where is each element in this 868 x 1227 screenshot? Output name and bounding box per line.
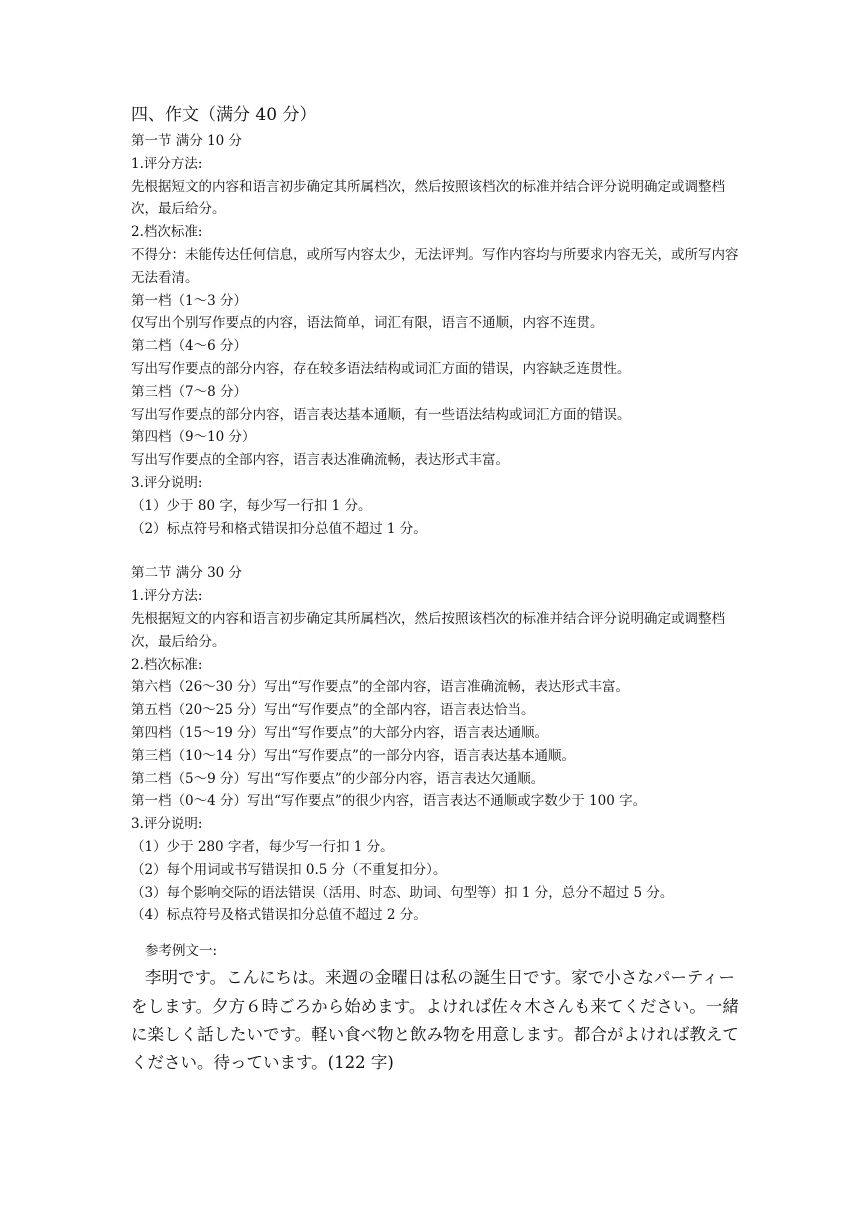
section-2-note: （1）少于 280 字者，每少写一行扣 1 分。 — [131, 838, 394, 855]
section-1-note: （1）少于 80 字，每少写一行扣 1 分。 — [131, 497, 372, 514]
section-2-note: （2）每个用词或书写错误扣 0.5 分（不重复扣分）。 — [131, 861, 447, 878]
section-2 — [131, 562, 743, 927]
section-2-level: 第六档（26～30 分）写出“写作要点”的全部内容，语言准确流畅，表达形式丰富。 — [131, 679, 629, 696]
document-content — [131, 104, 743, 1078]
section-1-level-desc: 写出写作要点的全部内容，语言表达准确流畅，表达形式丰富。 — [131, 452, 509, 469]
section-2-note: （4）标点符号及格式错误扣分总值不超过 2 分。 — [131, 907, 427, 924]
section-1-standard-label: 2.档次标准: — [131, 224, 203, 241]
section-2-level: 第五档（20～25 分）写出“写作要点”的全部内容，语言表达恰当。 — [131, 702, 535, 719]
section-2-notes-label: 3.评分说明: — [131, 816, 203, 833]
section-1-level-name: 第一档（1～3 分） — [131, 292, 247, 309]
section-1-level-desc: 写出写作要点的部分内容，语言表达基本通顺，有一些语法结构或词汇方面的错误。 — [131, 406, 631, 423]
section-2-heading: 第二节 满分 30 分 — [131, 565, 243, 582]
section-1-method-label: 1.评分方法: — [131, 155, 203, 172]
section-2-level: 第二档（5～9 分）写出“写作要点”的少部分内容，语言表达欠通顺。 — [131, 770, 545, 787]
section-2-standard-label: 2.档次标准: — [131, 656, 203, 673]
section-1-level-name: 第四档（9～10 分） — [131, 429, 256, 446]
section-2-level: 第四档（15～19 分）写出“写作要点”的大部分内容，语言表达通顺。 — [131, 724, 548, 741]
section-1-notes-label: 3.评分说明: — [131, 474, 203, 491]
section-spacer — [131, 540, 743, 562]
page-title: 四、作文（满分 40 分） — [131, 105, 317, 125]
section-1-method-text: 先根据短文的内容和语言初步确定其所属档次，然后按照该档次的标准并结合评分说明确定或调整档次，最后给分。 — [131, 178, 725, 218]
section-2-level: 第一档（0～4 分）写出“写作要点”的很少内容，语言表达不通顺或字数少于 100 字。 — [131, 793, 647, 810]
section-1-level-name: 第三档（7～8 分） — [131, 383, 247, 400]
section-1-level-desc: 仅写出个别写作要点的内容，语法简单，词汇有限，语言不通顺，内容不连贯。 — [131, 315, 604, 332]
section-2-level: 第三档（10～14 分）写出“写作要点”的一部分内容，语言表达基本通顺。 — [131, 747, 575, 764]
section-1-note: （2）标点符号和格式错误扣分总值不超过 1 分。 — [131, 520, 427, 537]
section-1-level-name: 第二档（4～6 分） — [131, 338, 247, 355]
example-label: 参考例文一: — [145, 943, 218, 960]
section-2-method-text: 先根据短文的内容和语言初步确定其所属档次，然后按照该档次的标准并结合评分说明确定或调整档次，最后给分。 — [131, 610, 725, 650]
example-text: 李明です。こんにちは。来週の金曜日は私の誕生日です。家で小さなパーティーをします。夕方６時ごろから始めます。よければ佐々木さんも来てください。一緒に楽しく話したいです。軽い食べ物と飲み物を用意します。都合がよければ教えてください。待っています。(122 字) — [131, 968, 739, 1073]
section-1 — [131, 130, 743, 540]
section-1-level-desc: 写出写作要点的部分内容，存在较多语法结构或词汇方面的错误，内容缺乏连贯性。 — [131, 360, 631, 377]
example-essay — [131, 940, 743, 1078]
section-2-method-label: 1.评分方法: — [131, 588, 203, 605]
section-1-zero-score-text: 不得分：未能传达任何信息，或所写内容太少，无法评判。写作内容均与所要求内容无关，或所写内容无法看清。 — [131, 246, 739, 286]
section-2-note: （3）每个影响交际的语法错误（活用、时态、助词、句型等）扣 1 分，总分不超过 5 分。 — [131, 884, 674, 901]
section-1-heading: 第一节 满分 10 分 — [131, 133, 243, 149]
